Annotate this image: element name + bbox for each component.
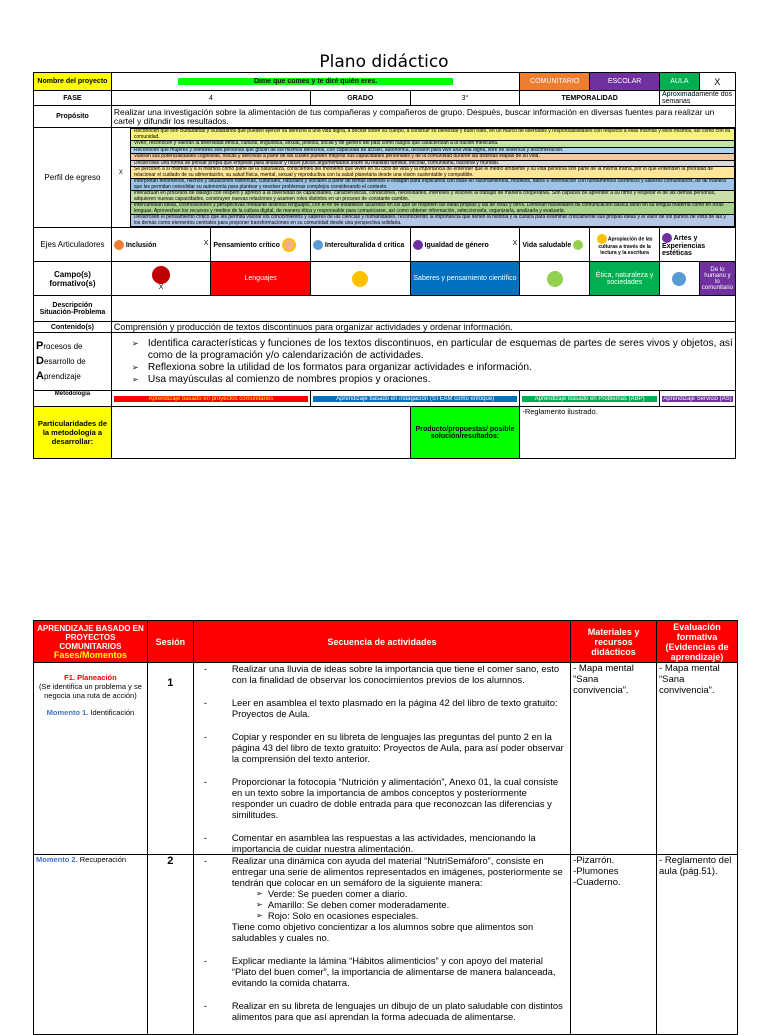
- materiales-2: -Pizarrón. -Plumones -Cuaderno.: [571, 855, 657, 1035]
- eje-pensamiento: Pensamiento crítico: [213, 241, 280, 249]
- pda-item: ➢ Usa mayúsculas al comienzo de nombres propios y oraciones.: [131, 373, 431, 385]
- campo-lenguajes: Lenguajes: [211, 262, 311, 296]
- perfil-item: Desarrollan el pensamiento crítico que les permita valorar los conocimientos y saberes de las ciencias y humanidades, reconociendo la importancia que tienen la historia y la cultura para examinar críticamente sus propias ideas y el valor de los puntos de vista de las y los demás como elementos centrales para proponer transformaciones en su comunidad desde una perspectiva solidaria.: [130, 215, 734, 227]
- campo-humano: De lo humano y lo comunitario: [699, 262, 735, 296]
- header-aprendizaje: APRENDIZAJE BASADO EN PROYECTOS COMUNITARIOS: [37, 623, 144, 651]
- perfil-item: Desarrollan una forma de pensar propia que emplean para analizar y hacer juicios argumentados sobre su realidad familiar, escolar, comunitaria, nacional y mundial.: [130, 160, 734, 167]
- metodologia-label: Metodología: [34, 391, 112, 407]
- inclusion-icon: [114, 240, 124, 250]
- artes-icon: [662, 233, 672, 243]
- eje-inclusion: Inclusión: [125, 241, 157, 249]
- perfil-item: Viven, reconocen y valoran la diversidad étnica, cultural, lingüística, sexual, política, social y de género del país como rasgos que caracterizan a la nación mexicana.: [130, 141, 734, 148]
- pda-item: ➢ Reflexiona sobre la utilidad de los formatos para organizar actividades e información.: [131, 361, 532, 373]
- activity-item: - Explicar mediante la lámina “Hábitos alimenticios” y con apoyo del material “Plato del buen comer”, la importancia de alimentarse de manera balanceada, evitando la comida chatarra.: [232, 955, 568, 988]
- eje-intercultural: Interculturalida d crítica: [324, 241, 405, 249]
- header-materiales: Materiales y recursos didácticos: [571, 621, 657, 663]
- scenario-escolar: ESCOLAR: [590, 73, 660, 91]
- sequence-table: [33, 620, 738, 1035]
- momento-1: Momento 1.: [46, 708, 89, 717]
- momento-1-name: Identificación: [90, 708, 135, 717]
- vida-icon: [573, 240, 583, 250]
- fase-1-title: F1. Planeación: [64, 673, 117, 682]
- lenguajes-icon: [152, 266, 170, 284]
- producto-value: -Reglamento ilustrado.: [520, 407, 736, 459]
- proposito-label: Propósito: [34, 106, 112, 128]
- evaluacion-2: - Reglamento del aula (pág.51).: [657, 855, 738, 1035]
- activity-item: - Proporcionar la fotocopia “Nutrición y alimentación”, Anexo 01, la cual consiste en un texto sobre la importancia de ambos conceptos y posteriormente responder un cuadro de doble entrada para que reconozcan las diferencias y similitudes.: [232, 776, 568, 820]
- sesion-2: 2: [147, 855, 193, 1035]
- contenido-label: Contenido(s): [34, 322, 112, 333]
- producto-label: Producto/propuestas/ posible solución/resultados:: [410, 407, 520, 459]
- saberes-icon: [352, 271, 368, 287]
- scenario-aula: AULA: [659, 73, 699, 91]
- intercultural-icon: [313, 240, 323, 250]
- pda-label: Procesos de Desarrollo de Aprendizaje: [34, 333, 112, 391]
- campo-mark: X: [158, 284, 164, 291]
- proposito-text: Realizar una investigación sobre la alimentación de tus compañeras y compañeros de grupo. Después, buscar información en diversas fuentes para realizar un cartel y difundir los resultados.: [111, 106, 735, 128]
- humano-icon: [672, 272, 686, 286]
- metodologia-servicio: Aprendizaje Servicio (AS): [663, 395, 732, 402]
- perfil-item: Reconocen que son ciudadanas y ciudadanos que pueden ejercer su derecho a una vida digna, a decidir sobre su cuerpo, a construir su bienestar y buen trato, en un marco de libertades y responsabilidades con respecto a ellas mismas y ellos mismos, así como con su comunidad.: [130, 129, 734, 141]
- temporalidad-value: Aproximadamente dos semanas: [659, 91, 735, 106]
- perfil-label: Perfil de egreso: [34, 128, 112, 228]
- metodologia-proyectos: Aprendizaje basado en proyectos comunitarios: [114, 396, 308, 402]
- campos-label: Campo(s) formativo(s): [34, 262, 112, 296]
- activity-item: - Realizar en su libreta de lenguajes un dibujo de un plato saludable con distintos alimentos para que así aprendan la forma adecuada de alimentarse.: [232, 1000, 568, 1022]
- metodologia-abp: Aprendizaje Basado en Problemas (ABP): [522, 396, 657, 402]
- perfil-item: Interactúan en procesos de diálogo con respeto y aprecio a la diversidad de capacidades, características, condiciones, necesidades, intereses y visiones al trabajar de manera cooperativa. Son capaces de aprender a su ritmo y respetar el de las demás personas, adquieren nuevas capacidades, construyen nuevas relaciones y asumen roles distintos en un proceso de constante cambio.: [130, 191, 734, 203]
- grado-label: GRADO: [310, 91, 410, 106]
- semaforo-item: ➢ Amarillo: Se deben comer moderadamente.: [268, 899, 568, 910]
- eje-vida: Vida saludable: [522, 241, 572, 249]
- perfil-item: Interpretan fenómenos, hechos y situaciones históricas, culturales, naturales y sociales a partir de temas diversos e indagan para explicarlos con base en razonamientos, modelos, datos e información con fundamentos científicos y saberes comunitarios, de tal manera que les permitan consolidar su autonomía para plantear y resolver problemas complejos considerando el contexto.: [130, 179, 734, 191]
- eje-lectura: Apropiación de las culturas a través de la lectura y la escritura: [598, 235, 653, 256]
- eje-inclusion-mark: X: [203, 239, 209, 247]
- page-title: Plano didáctico: [319, 52, 449, 72]
- activity-item: - Realizar una lluvia de ideas sobre la importancia que tiene el comer sano, esto con la finalidad de observar los conocimientos previos de los alumnos.: [232, 663, 568, 685]
- momento-2: Momento 2.: [36, 855, 78, 864]
- fase-label: FASE: [34, 91, 112, 106]
- fase-value: 4: [111, 91, 310, 106]
- perfil-item: Valoran sus potencialidades cognitivas, físicas y afectivas a partir de las cuales pueden mejorar sus capacidades personales y de la comunidad durante las distintas etapas de su vida.: [130, 154, 734, 161]
- scenario-comunitario: COMUNITARIO: [520, 73, 590, 91]
- eje-artes: Artes y Experiencias estéticas: [661, 234, 706, 257]
- perfil-item: Intercambian ideas, cosmovisiones y perspectivas mediante distintos lenguajes, con el fin de establecer acuerdos en los que se respeten las ideas propias y las de otras y otros. Dominan habilidades de comunicación básica tanto en su lengua materna como en otras lenguas. Aprovechan los recursos y medios de la cultura digital, de manera ética y responsable para comunicarse, así como obtener información, seleccionarla, organizarla, analizarla y evaluarla.: [130, 203, 734, 215]
- grado-value: 3°: [410, 91, 520, 106]
- evaluacion-1: - Mapa mental “Sana convivencia”.: [657, 663, 738, 855]
- igualdad-icon: [413, 240, 423, 250]
- lectura-icon: [597, 234, 607, 244]
- temporalidad-label: TEMPORALIDAD: [520, 91, 660, 106]
- perfil-item: Reconocen que mujeres y hombres son personas que gozan de los mismos derechos, con capacidad de acción, autonomía, decisión para vivir una vida digna, libre de violencia y discriminación.: [130, 147, 734, 154]
- header-sesion: Sesión: [147, 621, 193, 663]
- project-name-label: Nombre del proyecto: [34, 73, 112, 91]
- fase-1-note: (Se identifica un problema y se negocia una ruta de acción): [38, 682, 142, 700]
- sesion-1: 1: [147, 663, 193, 855]
- campo-saberes: Saberes y pensamiento científico: [410, 262, 520, 296]
- descripcion-label: Descripción Situación-Problema: [34, 296, 112, 322]
- perfil-mark: X: [118, 169, 123, 176]
- header-fases: Fases/Momentos: [53, 649, 127, 660]
- header-secuencia: Secuencia de actividades: [193, 621, 570, 663]
- header-evaluacion: Evaluación formativa (Evidencias de aprendizaje): [657, 621, 738, 663]
- activity-item: - Copiar y responder en su libreta de lenguajes las preguntas del punto 2 en la página 43 del libro de texto gratuito: Proyectos de Aula, para así poder observar la comprensión del texto anterior.: [232, 731, 568, 764]
- eje-igualdad-mark: X: [512, 239, 518, 247]
- particularidades-value: [111, 407, 410, 459]
- descripcion-value: [111, 296, 735, 322]
- momento-2-name: Recuperación: [79, 855, 127, 864]
- project-name: Dime que comes y te diré quién eres.: [178, 78, 453, 85]
- particularidades-label: Particularidades de la metodología a desarrollar:: [34, 407, 112, 459]
- perfil-item: Se perciben a sí mismas y a sí mismos como parte de la naturaleza, conscientes del momento que viven en su ciclo de vida y la importancia de entender que el medio ambiente y su vida personal son parte de la misma trama, por lo que entienden la prioridad de relacionar el cuidado de su alimentación, su salud física, mental, sexual y reproductiva con la salud planetaria desde una visión sustentable y compatible.: [130, 167, 734, 179]
- eje-igualdad: Igualdad de género: [424, 241, 489, 249]
- semaforo-item: ➢ Rojo: Solo en ocasiones especiales.: [268, 910, 568, 921]
- materiales-1: - Mapa mental “Sana convivencia”.: [571, 663, 657, 855]
- ejes-label: Ejes Articuladores: [34, 228, 112, 262]
- pensamiento-icon: [282, 238, 296, 252]
- plan-table: [33, 72, 736, 459]
- activity-item: - Comentar en asamblea las respuestas a las actividades, mencionando la importancia de cuidar nuestra alimentación.: [232, 832, 568, 854]
- activity-item: - Leer en asamblea el texto plasmado en la página 42 del libro de texto gratuito: Proyectos de Aula.: [232, 697, 568, 719]
- metodologia-steam: Aprendizaje basado en indagación (STEAM como enfoque): [313, 396, 517, 402]
- campo-etica: Ética, naturaleza y sociedades: [590, 262, 660, 296]
- etica-icon: [547, 271, 563, 287]
- contenido-value: Comprensión y producción de textos discontinuos para organizar actividades y ordenar información.: [111, 322, 735, 333]
- semaforo-item: ➢ Verde: Se pueden comer a diario.: [268, 888, 568, 899]
- pda-item: ➢ Identifica características y funciones de los textos discontinuos, en particular de esquemas de partes de seres vivos y objetos, así como de la programación y/o calendarización de actividades.: [131, 337, 733, 361]
- aula-mark: X: [699, 73, 735, 91]
- activity-item: - Realizar una dinámica con ayuda del material “NutriSemáforo”, consiste en entregar una serie de alimentos representados en imágenes, posteriormente se tendrán que colocar en un semáforo de la siguiente manera: ➢ Verde: Se pueden comer a diario. ➢ Amarillo: Se deben comer moderadamente. ➢ Rojo: Solo en ocasiones especiales. Tiene como objetivo concientizar a los alumnos sobre que alimentos son saludables y cuales no.: [232, 855, 568, 943]
